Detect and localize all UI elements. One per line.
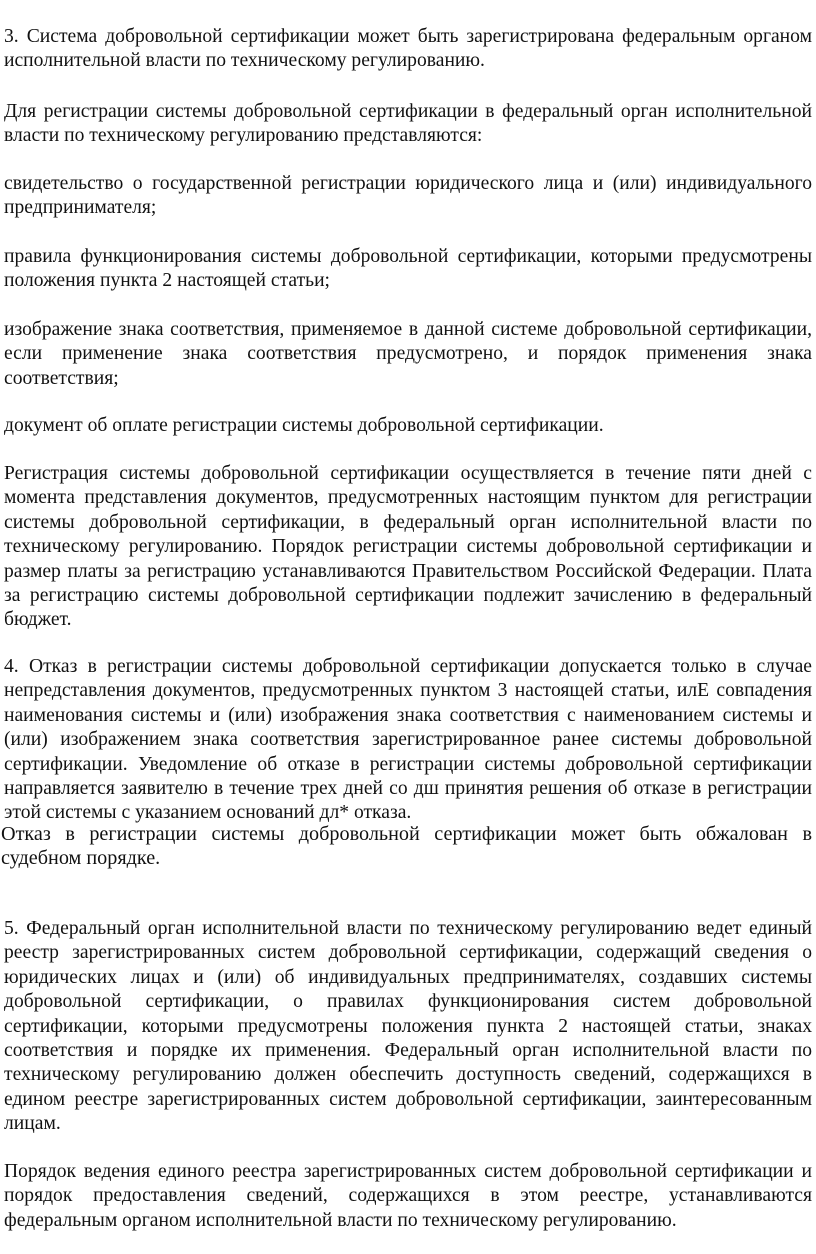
paragraph-registry-procedure: Порядок ведения единого реестра зарегистрированных систем добровольной сертификации и порядок предоставления сведений, содержащихся в этом реестре, устанавливаются федеральным органом исполнительной власти по техническому регулированию. [4, 1161, 812, 1231]
paragraph-item-3: 3. Система добровольной сертификации может быть зарегистрирована федеральным органом исполнительной власти по техническому регулированию. [4, 26, 812, 72]
paragraph-registration-requirements: Для регистрации системы добровольной сертификации в федеральный орган исполнительной власти по техническому регулированию представляются: [4, 101, 812, 147]
paragraph-certificate-of-registration: свидетельство о государственной регистрации юридического лица и (или) индивидуального предпринимателя; [4, 173, 812, 219]
paragraph-refusal-appeal: Отказ в регистрации системы добровольной сертификации может быть обжалован в судебном порядке. [1, 823, 812, 870]
paragraph-payment-document: документ об оплате регистрации системы добровольной сертификации. [4, 415, 604, 436]
paragraph-item-4-refusal: 4. Отказ в регистрации системы добровольной сертификации допускается только в случае непредставления документов, предусмотренных пунктом 3 настоящей статьи, илЕ совпадения наименования системы и (или) изображения знака соответствия с наименованием системы и (или) изображением знака соответствия зарегистрированное ранее системы добровольной сертификации. Уведомление об отказе в регистрации системы добровольной сертификации направляется заявителю в течение трех дней со дш принятия решения об отказе в регистрации этой системы с указанием оснований дл* отказа. [4, 656, 812, 824]
paragraph-conformity-mark-image: изображение знака соответствия, применяемое в данной системе добровольной сертификации, если применение знака соответствия предусмотрено, и порядок применения знака соответствия; [4, 319, 812, 389]
paragraph-functioning-rules: правила функционирования системы добровольной сертификации, которыми предусмотрены положения пункта 2 настоящей статьи; [4, 246, 812, 292]
paragraph-item-5-registry: 5. Федеральный орган исполнительной власти по техническому регулированию ведет единый реестр зарегистрированных систем добровольной сертификации, содержащий сведения о юридических лицах и (или) об индивидуальных предпринимателях, создавших системы добровольной сертификации, о правилах функционирования систем добровольной сертификации, которыми предусмотрены положения пункта 2 настоящей статьи, знаках соответствия и порядке их применения. Федеральный орган исполнительной власти по техническому регулированию должен обеспечить доступность сведений, содержащихся в едином реестре зарегистрированных систем добровольной сертификации, заинтересованным лицам. [4, 918, 812, 1135]
paragraph-registration-period: Регистрация системы добровольной сертификации осуществляется в течение пяти дней с момента представления документов, предусмотренных настоящим пунктом для регистрации системы добровольной сертификации, в федеральный орган исполнительной власти по техническому регулированию. Порядок регистрации системы добровольной сертификации и размер платы за регистрацию устанавливаются Правительством Российской Федерации. Плата за регистрацию системы добровольной сертификации подлежит зачислению в федеральный бюджет. [4, 463, 812, 631]
